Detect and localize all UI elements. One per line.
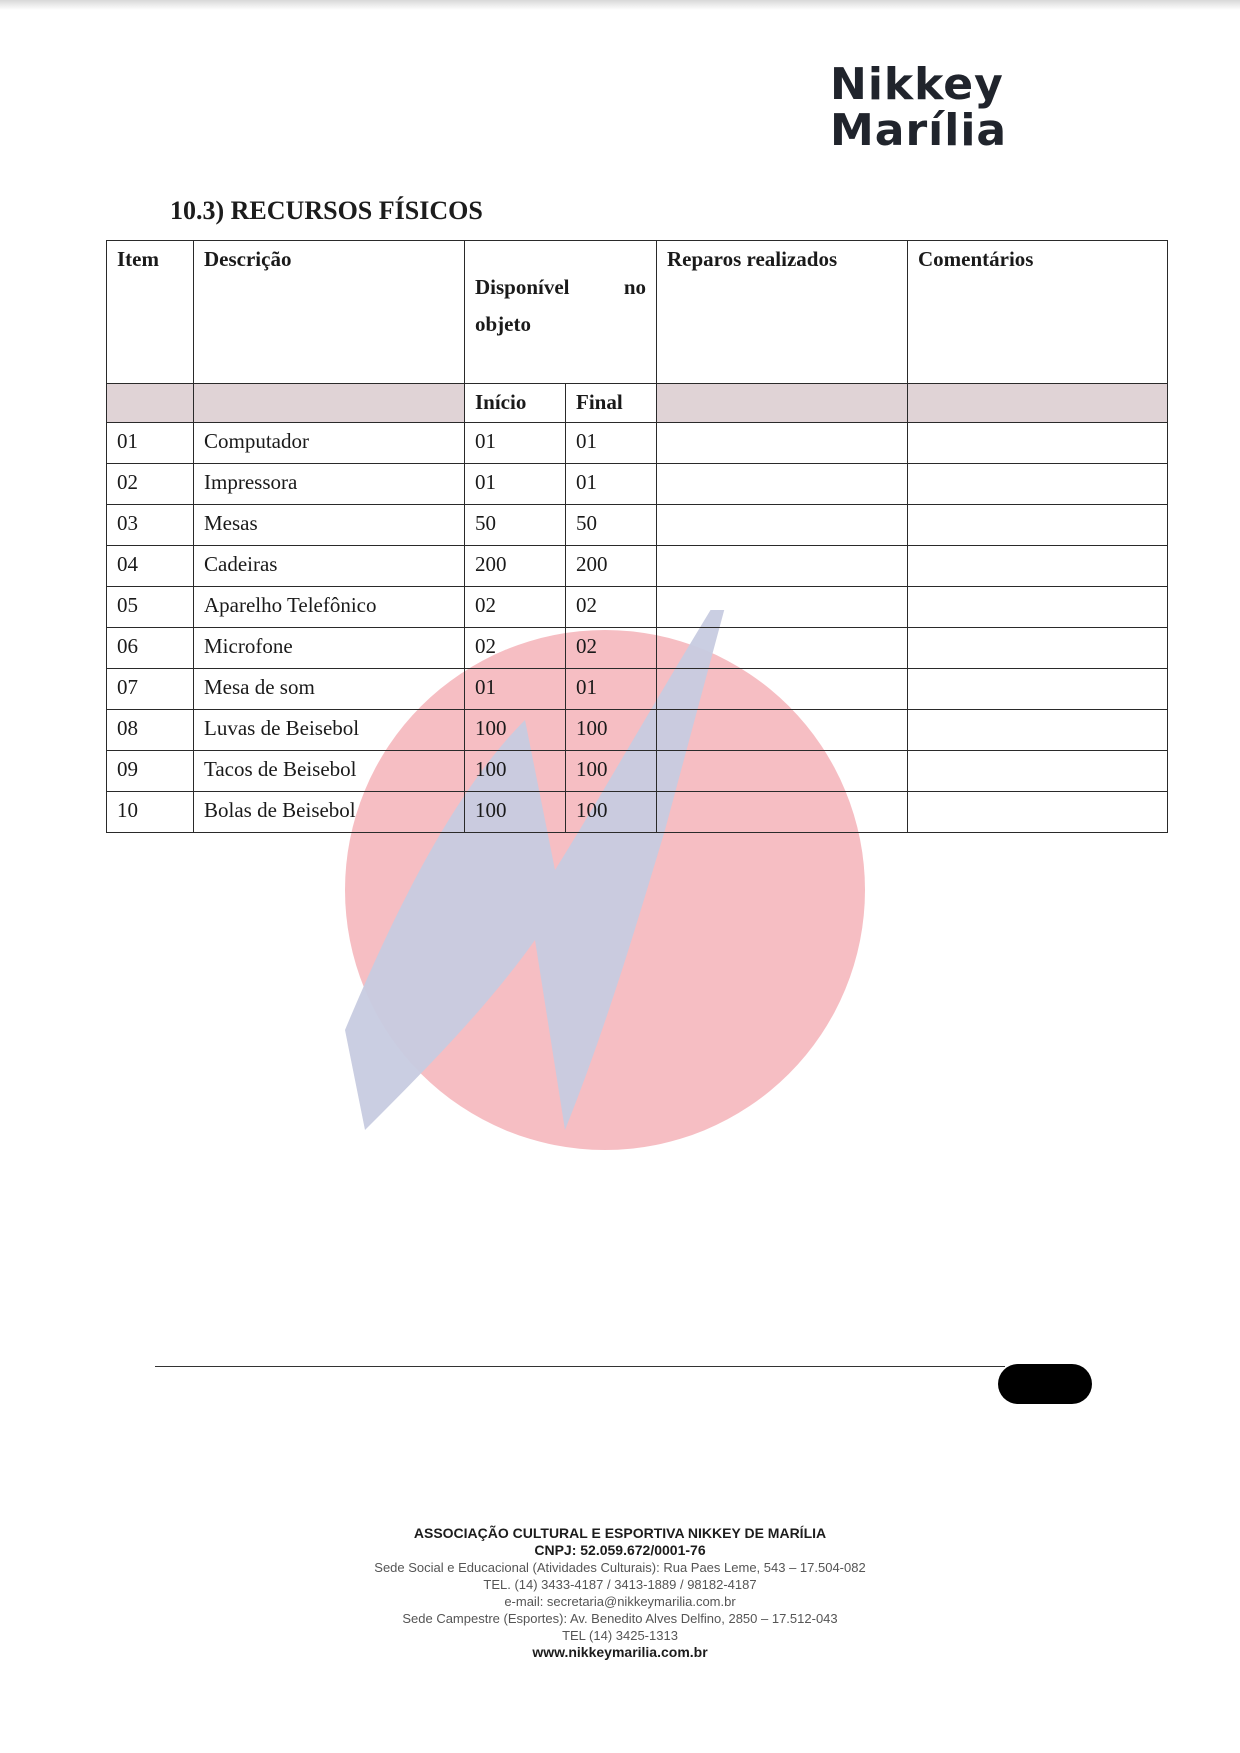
cell-item: 01	[107, 423, 194, 464]
header-disponivel	[465, 241, 657, 384]
cell-comentarios	[908, 751, 1168, 792]
cell-comentarios	[908, 710, 1168, 751]
cell-reparos	[657, 587, 908, 628]
cell-reparos	[657, 546, 908, 587]
footer-website: www.nikkeymarilia.com.br	[532, 1644, 708, 1660]
cell-inicio: 100	[465, 751, 566, 792]
signature-line	[155, 1366, 1005, 1367]
footer-email: e-mail: secretaria@nikkeymarilia.com.br	[504, 1594, 736, 1609]
cell-final: 100	[566, 710, 657, 751]
footer-sede-social: Sede Social e Educacional (Atividades Culturais): Rua Paes Leme, 543 – 17.504-082	[374, 1560, 866, 1575]
cell-final: 02	[566, 587, 657, 628]
table-body	[107, 423, 1168, 833]
cell-inicio: 02	[465, 587, 566, 628]
cell-final: 01	[566, 423, 657, 464]
table-row	[107, 669, 1168, 710]
footer	[0, 1525, 1240, 1661]
cell-comentarios	[908, 423, 1168, 464]
section-title: 10.3) RECURSOS FÍSICOS	[170, 196, 483, 225]
cell-inicio: 01	[465, 423, 566, 464]
table-row	[107, 423, 1168, 464]
cell-descricao: Computador	[194, 423, 465, 464]
header-final: Final	[566, 384, 657, 423]
cell-descricao: Tacos de Beisebol	[194, 751, 465, 792]
cell-item: 08	[107, 710, 194, 751]
cell-comentarios	[908, 792, 1168, 833]
footer-cnpj: CNPJ: 52.059.672/0001-76	[534, 1542, 706, 1558]
footer-org-name: ASSOCIAÇÃO CULTURAL E ESPORTIVA NIKKEY DE MARÍLIA	[413, 1525, 827, 1541]
cell-inicio: 100	[465, 792, 566, 833]
cell-comentarios	[908, 546, 1168, 587]
cell-descricao: Cadeiras	[194, 546, 465, 587]
header-no-word: no	[623, 275, 646, 299]
cell-item: 10	[107, 792, 194, 833]
table-row	[107, 710, 1168, 751]
logo-line-1: Nikkey	[830, 59, 1004, 110]
header-descricao: Descrição	[194, 241, 465, 384]
cell-item: 04	[107, 546, 194, 587]
header-inicio: Início	[465, 384, 566, 423]
cell-reparos	[657, 628, 908, 669]
cell-inicio: 200	[465, 546, 566, 587]
cell-final: 01	[566, 669, 657, 710]
table-row	[107, 751, 1168, 792]
cell-final: 01	[566, 464, 657, 505]
cell-comentarios	[908, 464, 1168, 505]
cell-final: 02	[566, 628, 657, 669]
header-item: Item	[107, 241, 194, 384]
logo-line-2: Marília	[830, 105, 1008, 156]
cell-reparos	[657, 669, 908, 710]
table-row	[107, 505, 1168, 546]
cell-descricao: Microfone	[194, 628, 465, 669]
scan-edge	[0, 0, 1240, 10]
cell-final: 100	[566, 751, 657, 792]
cell-reparos	[657, 710, 908, 751]
table-header-row	[107, 241, 1168, 384]
header-comentarios: Comentários	[908, 241, 1168, 384]
cell-inicio: 02	[465, 628, 566, 669]
table-row	[107, 792, 1168, 833]
cell-inicio: 50	[465, 505, 566, 546]
table-row	[107, 546, 1168, 587]
cell-descricao: Mesa de som	[194, 669, 465, 710]
cell-descricao: Impressora	[194, 464, 465, 505]
cell-inicio: 100	[465, 710, 566, 751]
cell-item: 02	[107, 464, 194, 505]
cell-item: 09	[107, 751, 194, 792]
cell-comentarios	[908, 628, 1168, 669]
cell-descricao: Luvas de Beisebol	[194, 710, 465, 751]
cell-reparos	[657, 505, 908, 546]
cell-comentarios	[908, 587, 1168, 628]
cell-inicio: 01	[465, 464, 566, 505]
cell-item: 06	[107, 628, 194, 669]
cell-descricao: Mesas	[194, 505, 465, 546]
cell-final: 200	[566, 546, 657, 587]
footer-sede-campestre: Sede Campestre (Esportes): Av. Benedito Alves Delfino, 2850 – 17.512-043	[402, 1611, 838, 1626]
header-reparos: Reparos realizados	[657, 241, 908, 384]
nikkey-marilia-logo	[830, 59, 1008, 156]
subheader-blank-item	[107, 384, 194, 423]
table-subheader-row	[107, 384, 1168, 423]
cell-inicio: 01	[465, 669, 566, 710]
cell-comentarios	[908, 505, 1168, 546]
subheader-blank-comentarios	[908, 384, 1168, 423]
header-objeto-word: objeto	[475, 312, 531, 336]
footer-phones: TEL. (14) 3433-4187 / 3413-1889 / 98182-4187	[483, 1577, 757, 1592]
resources-table	[106, 240, 1168, 833]
cell-item: 07	[107, 669, 194, 710]
cell-reparos	[657, 792, 908, 833]
cell-item: 03	[107, 505, 194, 546]
cell-reparos	[657, 423, 908, 464]
cell-reparos	[657, 464, 908, 505]
cell-descricao: Bolas de Beisebol	[194, 792, 465, 833]
cell-final: 100	[566, 792, 657, 833]
cell-descricao: Aparelho Telefônico	[194, 587, 465, 628]
cell-final: 50	[566, 505, 657, 546]
cell-item: 05	[107, 587, 194, 628]
table-row	[107, 464, 1168, 505]
table-row	[107, 628, 1168, 669]
subheader-blank-desc	[194, 384, 465, 423]
cell-reparos	[657, 751, 908, 792]
header-disponivel-word: Disponível	[475, 275, 570, 299]
redaction-mark	[998, 1364, 1092, 1404]
subheader-blank-reparos	[657, 384, 908, 423]
table-row	[107, 587, 1168, 628]
footer-phone-campestre: TEL (14) 3425-1313	[562, 1628, 678, 1643]
cell-comentarios	[908, 669, 1168, 710]
